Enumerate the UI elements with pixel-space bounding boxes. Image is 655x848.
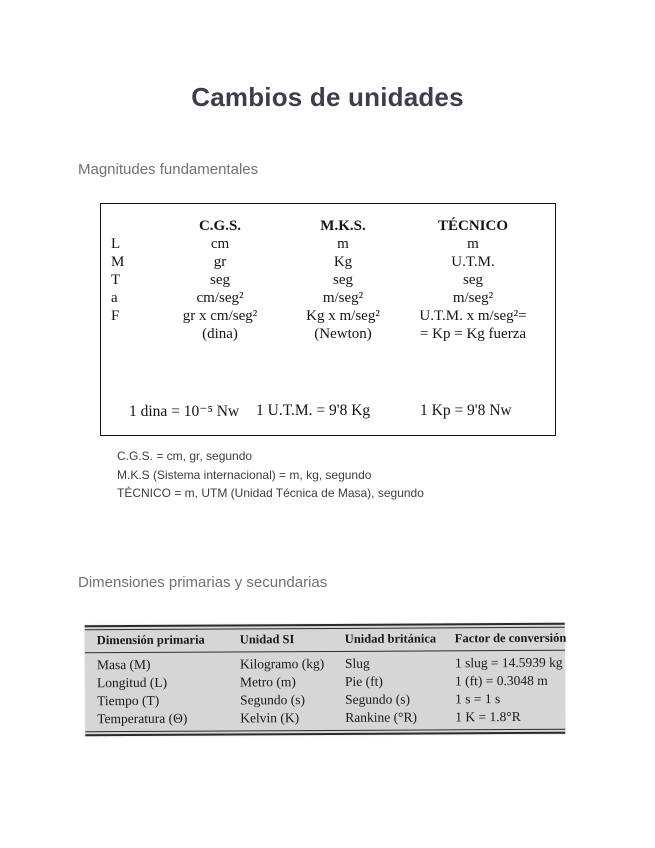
table-cell: 1 slug = 14.5939 kg: [454, 654, 563, 671]
conversion-dina: 1 dina = 10⁻⁵ Nw: [129, 403, 240, 420]
table-cell: m/seg²: [452, 290, 494, 306]
units-corner-cell: [101, 217, 143, 235]
row-label: F: [111, 308, 120, 324]
row-label: a: [111, 290, 118, 306]
table-cell: seg: [210, 272, 230, 288]
table-cell: gr: [213, 254, 227, 270]
section-heading-magnitudes: Magnitudes fundamentales: [78, 161, 259, 178]
dim-col-header-britanica: Unidad británica: [344, 631, 437, 646]
table-cell: seg: [333, 272, 353, 288]
table-cell: 1 (ft) = 0.3048 m: [454, 672, 548, 689]
dimensions-rows: [85, 651, 565, 729]
note-cgs: C.G.S. = cm, gr, segundo: [117, 449, 253, 463]
row-label: [101, 325, 143, 343]
note-tecnico: TÉCNICO = m, UTM (Unidad Técnica de Masa), segundo: [117, 486, 424, 500]
units-notes: [117, 447, 424, 503]
units-col-header-mks: M.K.S.: [320, 218, 366, 234]
dimensions-table: [85, 623, 566, 737]
table-cell: cm: [210, 236, 230, 252]
table-cell: 1 K = 1.8°R: [455, 708, 521, 725]
dim-col-header-factor: Factor de conversión: [454, 630, 567, 646]
table-cell: Temperatura (Θ): [97, 710, 188, 727]
table-cell: cm/seg²: [196, 290, 244, 306]
table-cell: (Newton): [314, 326, 372, 342]
table-cell: Slug: [344, 655, 370, 671]
table-cell: Kilogramo (kg): [239, 656, 325, 672]
table-cell: Segundo (s): [240, 692, 306, 708]
units-table-grid: [101, 217, 555, 343]
row-label: M: [111, 254, 125, 270]
row-label: L: [111, 236, 121, 252]
table-cell: 1 s = 1 s: [455, 691, 501, 707]
conversion-equations: [101, 402, 555, 422]
table-cell: gr x cm/seg²: [182, 308, 258, 324]
table-cell: Kg: [333, 254, 353, 270]
page-title: Cambios de unidades: [191, 82, 464, 112]
dimensions-table-inner: [85, 627, 566, 733]
table-cell: Segundo (s): [345, 691, 411, 707]
table-cell: Longitud (L): [96, 674, 168, 691]
units-table: [100, 203, 556, 436]
table-cell: (dina): [202, 326, 238, 342]
units-col-header-tecnico: TÉCNICO: [437, 218, 508, 234]
table-row: [85, 708, 565, 729]
table-cell: Rankine (°R): [345, 709, 418, 725]
table-cell: = Kp = Kg fuerza: [419, 326, 527, 342]
table-cell: U.T.M.: [451, 254, 495, 270]
table-cell: Kg x m/seg²: [306, 308, 380, 324]
table-cell: m: [337, 236, 349, 252]
conversion-kp: 1 Kp = 9'8 Nw: [420, 402, 512, 419]
table-cell: Metro (m): [239, 674, 296, 690]
section-heading-dimensiones: Dimensiones primarias y secundarias: [78, 574, 328, 591]
dim-col-header-primaria: Dimensión primaria: [96, 632, 205, 648]
conversion-utm: 1 U.T.M. = 9'8 Kg: [256, 402, 371, 419]
table-cell: Tiempo (T): [97, 692, 160, 709]
table-cell: U.T.M. x m/seg²=: [419, 308, 527, 324]
dimensions-header-row: [85, 628, 565, 654]
table-cell: Kelvin (K): [240, 710, 300, 726]
table-cell: Masa (M): [96, 656, 151, 673]
units-col-header-cgs: C.G.S.: [198, 218, 242, 234]
table-cell: seg: [463, 272, 483, 288]
table-cell: m/seg²: [322, 290, 364, 306]
dim-col-header-si: Unidad SI: [239, 632, 295, 647]
table-cell: m: [467, 236, 479, 252]
note-mks: M.K.S (Sistema internacional) = m, kg, segundo: [117, 467, 372, 482]
table-cell: Pie (ft): [344, 673, 383, 689]
row-label: T: [111, 272, 121, 288]
